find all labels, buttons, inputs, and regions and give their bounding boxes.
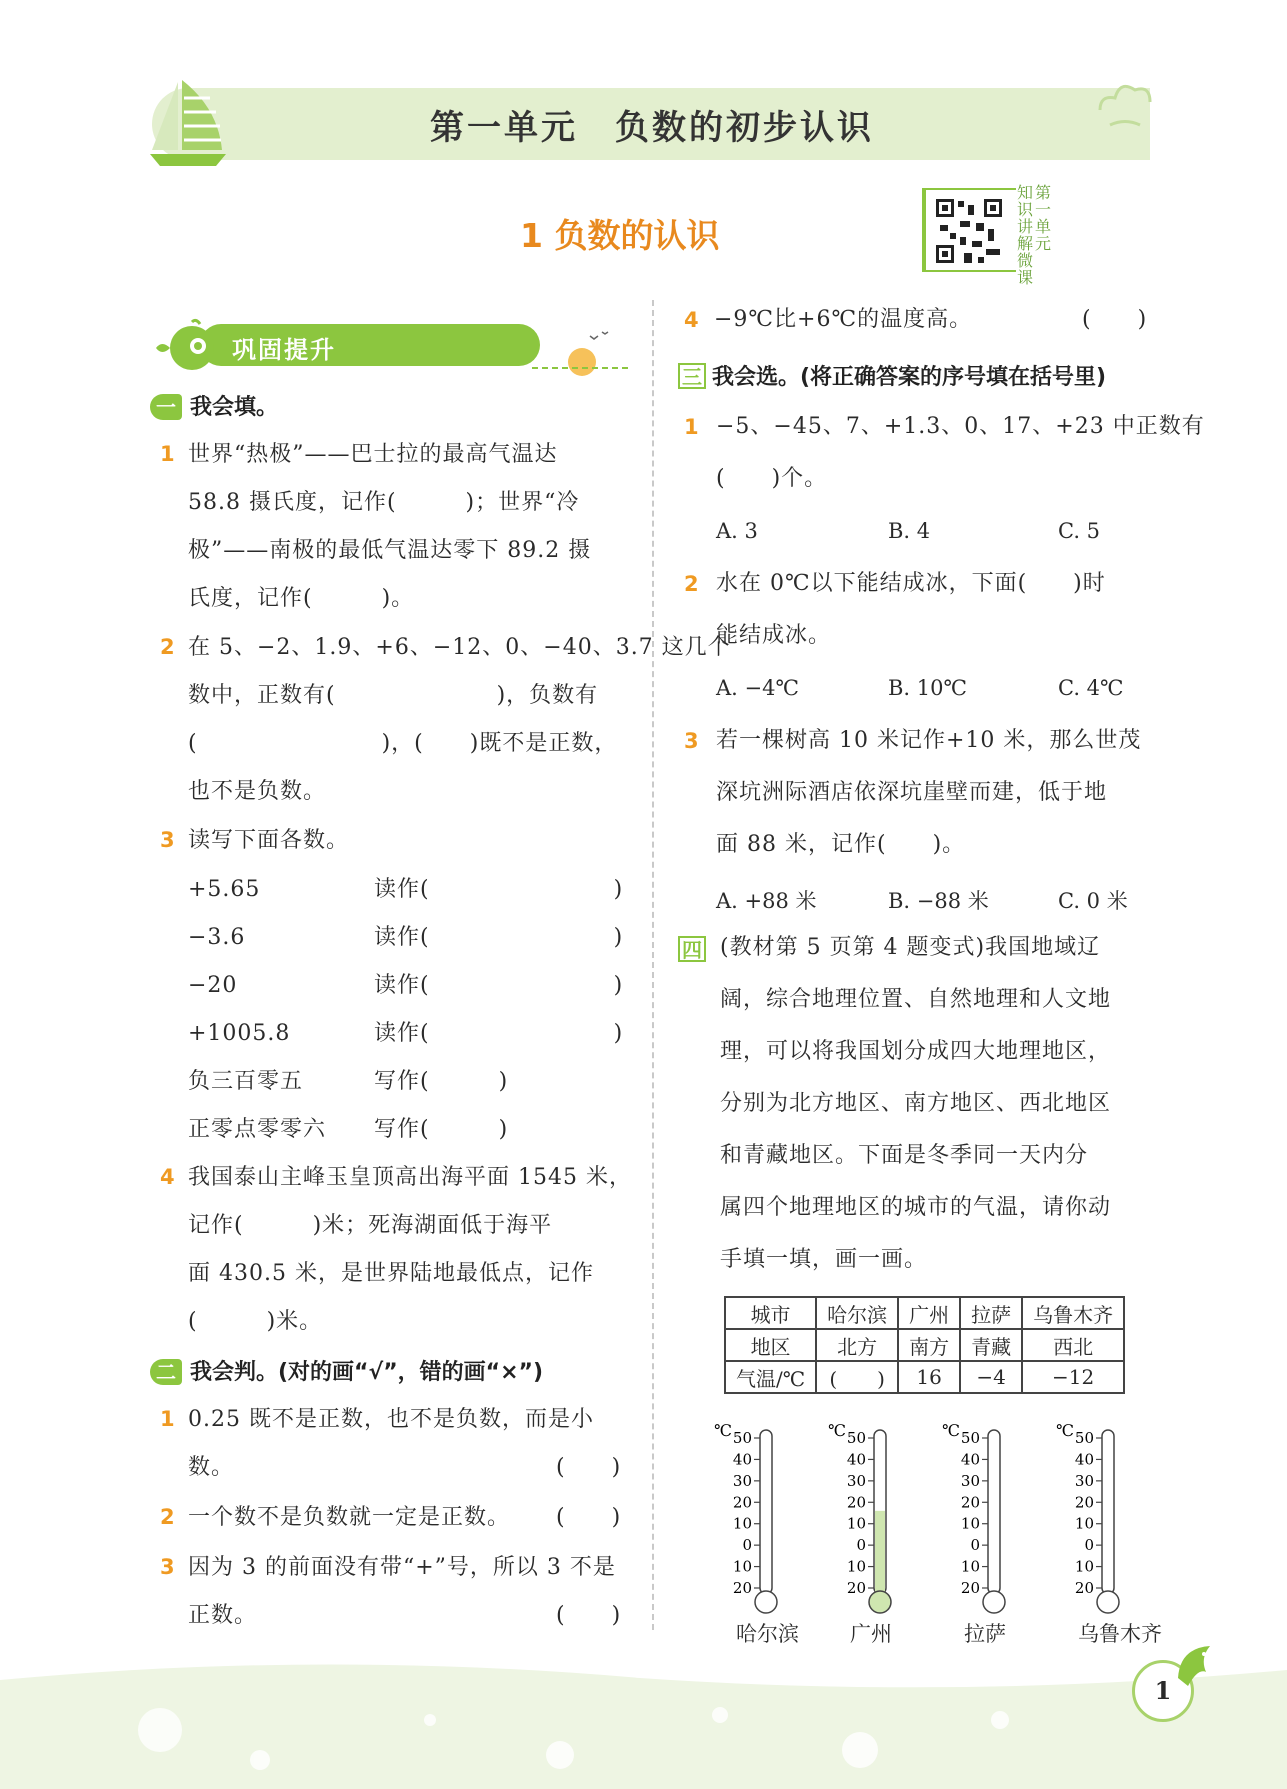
thermometer-tick-label: 20	[846, 1579, 866, 1597]
thermometer-tick-label: 20	[846, 1493, 866, 1512]
q1-3-row4-action: 读作( )	[374, 1021, 624, 1046]
harbin-temp-answer[interactable]: ( )	[816, 1361, 898, 1393]
q3-2-option-a[interactable]: A. −4℃	[716, 676, 799, 700]
q2-1-number: 1	[160, 1407, 175, 1431]
thermometer[interactable]	[700, 1420, 800, 1620]
q1-3-row4-value: +1005.8	[188, 1021, 291, 1046]
q1-3-row1-action: 读作( )	[374, 877, 624, 902]
thermometer-tick-label: 10	[732, 1557, 752, 1576]
q4-line4: 分别为北方地区、南方地区、西北地区	[720, 1091, 1112, 1116]
q2-2-answer-paren[interactable]: ( )	[556, 1505, 622, 1530]
q3-2-option-b[interactable]: B. 10℃	[888, 676, 967, 700]
q1-3-row6-action: 写作( )	[374, 1117, 509, 1142]
thermometer-tick-label: 0	[970, 1536, 980, 1555]
thermometer-area	[700, 1420, 1170, 1646]
thermometer-tick-label: 30	[960, 1471, 980, 1490]
thermometer-unit: ℃	[942, 1421, 960, 1440]
thermometer-city-label: 广州	[850, 1622, 892, 1646]
thermometer-fill	[875, 1511, 885, 1594]
temperature-table	[724, 1296, 1125, 1394]
q3-1-line2: ( )个。	[716, 466, 828, 491]
table-cell: 南方	[898, 1329, 960, 1361]
thermometer-tick-label: 40	[1074, 1450, 1094, 1469]
table-cell: 西北	[1022, 1329, 1124, 1361]
thermometer-tick-label: 10	[846, 1557, 866, 1576]
thermometer-tick-label: 20	[1074, 1493, 1094, 1512]
q1-3-row3-action: 读作( )	[374, 973, 624, 998]
q2-3-answer-paren[interactable]: ( )	[556, 1603, 622, 1628]
q1-1-line4: 氏度，记作( )。	[188, 586, 415, 611]
q1-4-number: 4	[160, 1165, 175, 1189]
thermometer-city-label: 乌鲁木齐	[1078, 1622, 1162, 1646]
lesson-title: 1 负数的认识	[520, 216, 720, 255]
q3-1-option-c[interactable]: C. 5	[1058, 519, 1101, 543]
thermometer-tick-label: 20	[732, 1493, 752, 1512]
qr-caption	[1016, 184, 1052, 286]
thermometer-tick-label: 0	[742, 1536, 752, 1555]
table-row	[725, 1361, 1124, 1393]
thermometer-bulb	[755, 1591, 777, 1613]
q4-line6: 属四个地理地区的城市的气温，请你动	[720, 1195, 1112, 1220]
thermometer-tube	[760, 1430, 772, 1594]
thermometer-tick-label: 20	[960, 1493, 980, 1512]
q2-1-line2: 数。	[188, 1455, 235, 1480]
q2-3-line1: 因为 3 的前面没有带“+”号，所以 3 不是	[188, 1555, 616, 1580]
q3-1-option-a[interactable]: A. 3	[716, 519, 758, 543]
section-label: 巩固提升	[232, 336, 336, 364]
thermometer[interactable]	[928, 1420, 1028, 1620]
table-cell: 拉萨	[960, 1297, 1022, 1329]
thermometer-city-label: 拉萨	[964, 1622, 1006, 1646]
part1-title: 我会填。	[190, 395, 279, 420]
q2-4-answer-paren[interactable]: ( )	[1082, 307, 1148, 332]
q1-2-number: 2	[160, 635, 175, 659]
q3-2-option-c[interactable]: C. 4℃	[1058, 676, 1124, 700]
thermometer-tick-label: 50	[732, 1429, 752, 1447]
part1-badge: 一	[150, 394, 182, 420]
page-number: 1	[1132, 1660, 1194, 1722]
thermometer-tick-label: 20	[1074, 1579, 1094, 1597]
footer-decoration	[0, 1660, 1287, 1789]
q1-4-line4: ( )米。	[188, 1309, 323, 1334]
thermometer[interactable]	[814, 1420, 914, 1620]
table-cell: 哈尔滨	[816, 1297, 898, 1329]
qr-caption-col1: 知识讲解微课	[1016, 183, 1033, 287]
q3-3-line1: 若一棵树高 10 米记作+10 米，那么世茂	[716, 728, 1142, 753]
part1-heading	[150, 390, 278, 421]
q3-2-line2: 能结成冰。	[716, 623, 832, 648]
qr-frame	[922, 188, 1016, 272]
part4-badge: 四	[678, 936, 706, 962]
q2-2-line1: 一个数不是负数就一定是正数。	[188, 1505, 511, 1530]
q4-line2: 阔，综合地理位置、自然地理和人文地	[720, 987, 1112, 1012]
q3-3-line3: 面 88 米，记作( )。	[716, 832, 966, 857]
table-row	[725, 1297, 1124, 1329]
column-divider	[652, 300, 654, 1630]
part4-badge-wrap	[678, 936, 712, 963]
table-row	[725, 1329, 1124, 1361]
q1-3-row5-value: 负三百零五	[188, 1069, 304, 1094]
q1-2-line4: 也不是负数。	[188, 779, 327, 804]
q1-1-line3: 极”——南极的最低气温达零下 89.2 摄	[188, 538, 592, 563]
q4-line5: 和青藏地区。下面是冬季同一天内分	[720, 1143, 1089, 1168]
thermometer-tick-label: 10	[960, 1557, 980, 1576]
q1-3-row1-value: +5.65	[188, 877, 261, 902]
table-cell: −12	[1022, 1361, 1124, 1393]
thermometer-tick-label: 30	[732, 1471, 752, 1490]
q3-1-option-b[interactable]: B. 4	[888, 519, 931, 543]
section-banner	[152, 318, 632, 378]
q2-1-line1: 0.25 既不是正数，也不是负数，而是小	[188, 1407, 594, 1432]
q1-3-row2-value: −3.6	[188, 925, 246, 950]
q3-2-number: 2	[684, 572, 699, 596]
q3-3-option-c[interactable]: C. 0 米	[1058, 889, 1128, 913]
table-cell: 城市	[725, 1297, 816, 1329]
part2-heading	[150, 1355, 543, 1386]
q3-2-line1: 水在 0℃以下能结成冰，下面( )时	[716, 571, 1106, 596]
thermometer-tick-label: 10	[1074, 1514, 1094, 1533]
thermometer-tick-label: 50	[846, 1429, 866, 1447]
q1-2-line3: ( )，( )既不是正数，	[188, 731, 618, 756]
thermometer-bulb	[983, 1591, 1005, 1613]
qr-caption-col2: 第一单元	[1034, 183, 1051, 253]
thermometer-tick-label: 50	[960, 1429, 980, 1447]
table-cell: 广州	[898, 1297, 960, 1329]
q1-3-row3-value: −20	[188, 973, 238, 998]
q1-4-line3: 面 430.5 米，是世界陆地最低点，记作	[188, 1261, 594, 1286]
whale-icon	[152, 318, 222, 378]
sunset-icon	[532, 328, 632, 378]
thermometer-unit: ℃	[714, 1421, 732, 1440]
part2-title: 我会判。(对的画“√”，错的画“×”)	[190, 1360, 544, 1385]
q3-3-number: 3	[684, 729, 699, 753]
table-cell: 北方	[816, 1329, 898, 1361]
part2-badge: 二	[150, 1359, 182, 1385]
q3-3-option-a[interactable]: A. +88 米	[716, 889, 817, 913]
q1-1-number: 1	[160, 442, 175, 466]
thermometer-tube	[1102, 1430, 1114, 1594]
table-cell: 16	[898, 1361, 960, 1393]
q4-line7: 手填一填，画一画。	[720, 1247, 928, 1272]
q2-3-line2: 正数。	[188, 1603, 258, 1628]
q1-3-row5-action: 写作( )	[374, 1069, 509, 1094]
thermometer-bulb	[869, 1591, 891, 1613]
q3-1-number: 1	[684, 415, 699, 439]
q1-4-line2: 记作( )米；死海湖面低于海平	[188, 1213, 553, 1238]
part3-badge: 三	[678, 363, 706, 389]
q1-1-line1: 世界“热极”——巴士拉的最高气温达	[188, 442, 558, 467]
q1-2-line2: 数中，正数有( )，负数有	[188, 683, 599, 708]
table-cell: 地区	[725, 1329, 816, 1361]
q1-3-title: 读写下面各数。	[188, 828, 350, 853]
thermometer-tick-label: 20	[960, 1579, 980, 1597]
table-cell: −4	[960, 1361, 1022, 1393]
thermometer-tube	[988, 1430, 1000, 1594]
q1-1-line2: 58.8 摄氏度，记作( )；世界“冷	[188, 490, 580, 515]
thermometer-unit: ℃	[1056, 1421, 1074, 1440]
unit-title: 第一单元 负数的初步认识	[430, 108, 874, 148]
q1-2-line1: 在 5、−2、1.9、+6、−12、0、−40、3.7 这几个	[188, 635, 731, 660]
thermometer-tick-label: 30	[1074, 1471, 1094, 1490]
dolphin-icon	[1170, 1638, 1220, 1698]
q3-3-line2: 深坑洲际酒店依深坑崖壁而建，低于地	[716, 780, 1108, 805]
q1-3-number: 3	[160, 828, 175, 852]
q3-3-option-b[interactable]: B. −88 米	[888, 889, 989, 913]
q1-4-line1: 我国泰山主峰玉皇顶高出海平面 1545 米，	[188, 1165, 632, 1190]
thermometer-city-label: 哈尔滨	[736, 1622, 799, 1646]
thermometer-tick-label: 10	[1074, 1557, 1094, 1576]
thermometer-tick-label: 40	[846, 1450, 866, 1469]
thermometer-tick-label: 50	[1074, 1429, 1094, 1447]
thermometer-tick-label: 30	[846, 1471, 866, 1490]
thermometer-unit: ℃	[828, 1421, 846, 1440]
thermometer-tick-label: 0	[1084, 1536, 1094, 1555]
thermometer-tick-label: 10	[960, 1514, 980, 1533]
q4-line3: 理，可以将我国划分成四大地理地区，	[720, 1039, 1112, 1064]
part3-heading	[678, 360, 1106, 391]
thermometer-bulb	[1097, 1591, 1119, 1613]
thermometer-tick-label: 40	[732, 1450, 752, 1469]
q3-1-line1: −5、−45、7、+1.3、0、17、+23 中正数有	[716, 414, 1205, 439]
thermometer[interactable]	[1042, 1420, 1142, 1620]
thermometer-tick-label: 10	[732, 1514, 752, 1533]
thermometer-tick-label: 0	[856, 1536, 866, 1555]
q2-1-answer-paren[interactable]: ( )	[556, 1455, 622, 1480]
thermometer-tick-label: 10	[846, 1514, 866, 1533]
q4-line1: (教材第 5 页第 4 题变式)我国地域辽	[720, 935, 1101, 960]
table-cell: 气温/℃	[725, 1361, 816, 1393]
header-banner	[0, 0, 1287, 170]
q2-2-number: 2	[160, 1505, 175, 1529]
table-cell: 青藏	[960, 1329, 1022, 1361]
part3-title: 我会选。(将正确答案的序号填在括号里)	[712, 365, 1107, 390]
q2-3-number: 3	[160, 1555, 175, 1579]
thermometer-tick-label: 40	[960, 1450, 980, 1469]
q1-3-row6-value: 正零点零零六	[188, 1117, 327, 1142]
q2-4-line1: −9℃比+6℃的温度高。	[714, 307, 973, 332]
table-cell: 乌鲁木齐	[1022, 1297, 1124, 1329]
q1-3-row2-action: 读作( )	[374, 925, 624, 950]
thermometer-tick-label: 20	[732, 1579, 752, 1597]
q2-4-number: 4	[684, 308, 699, 332]
